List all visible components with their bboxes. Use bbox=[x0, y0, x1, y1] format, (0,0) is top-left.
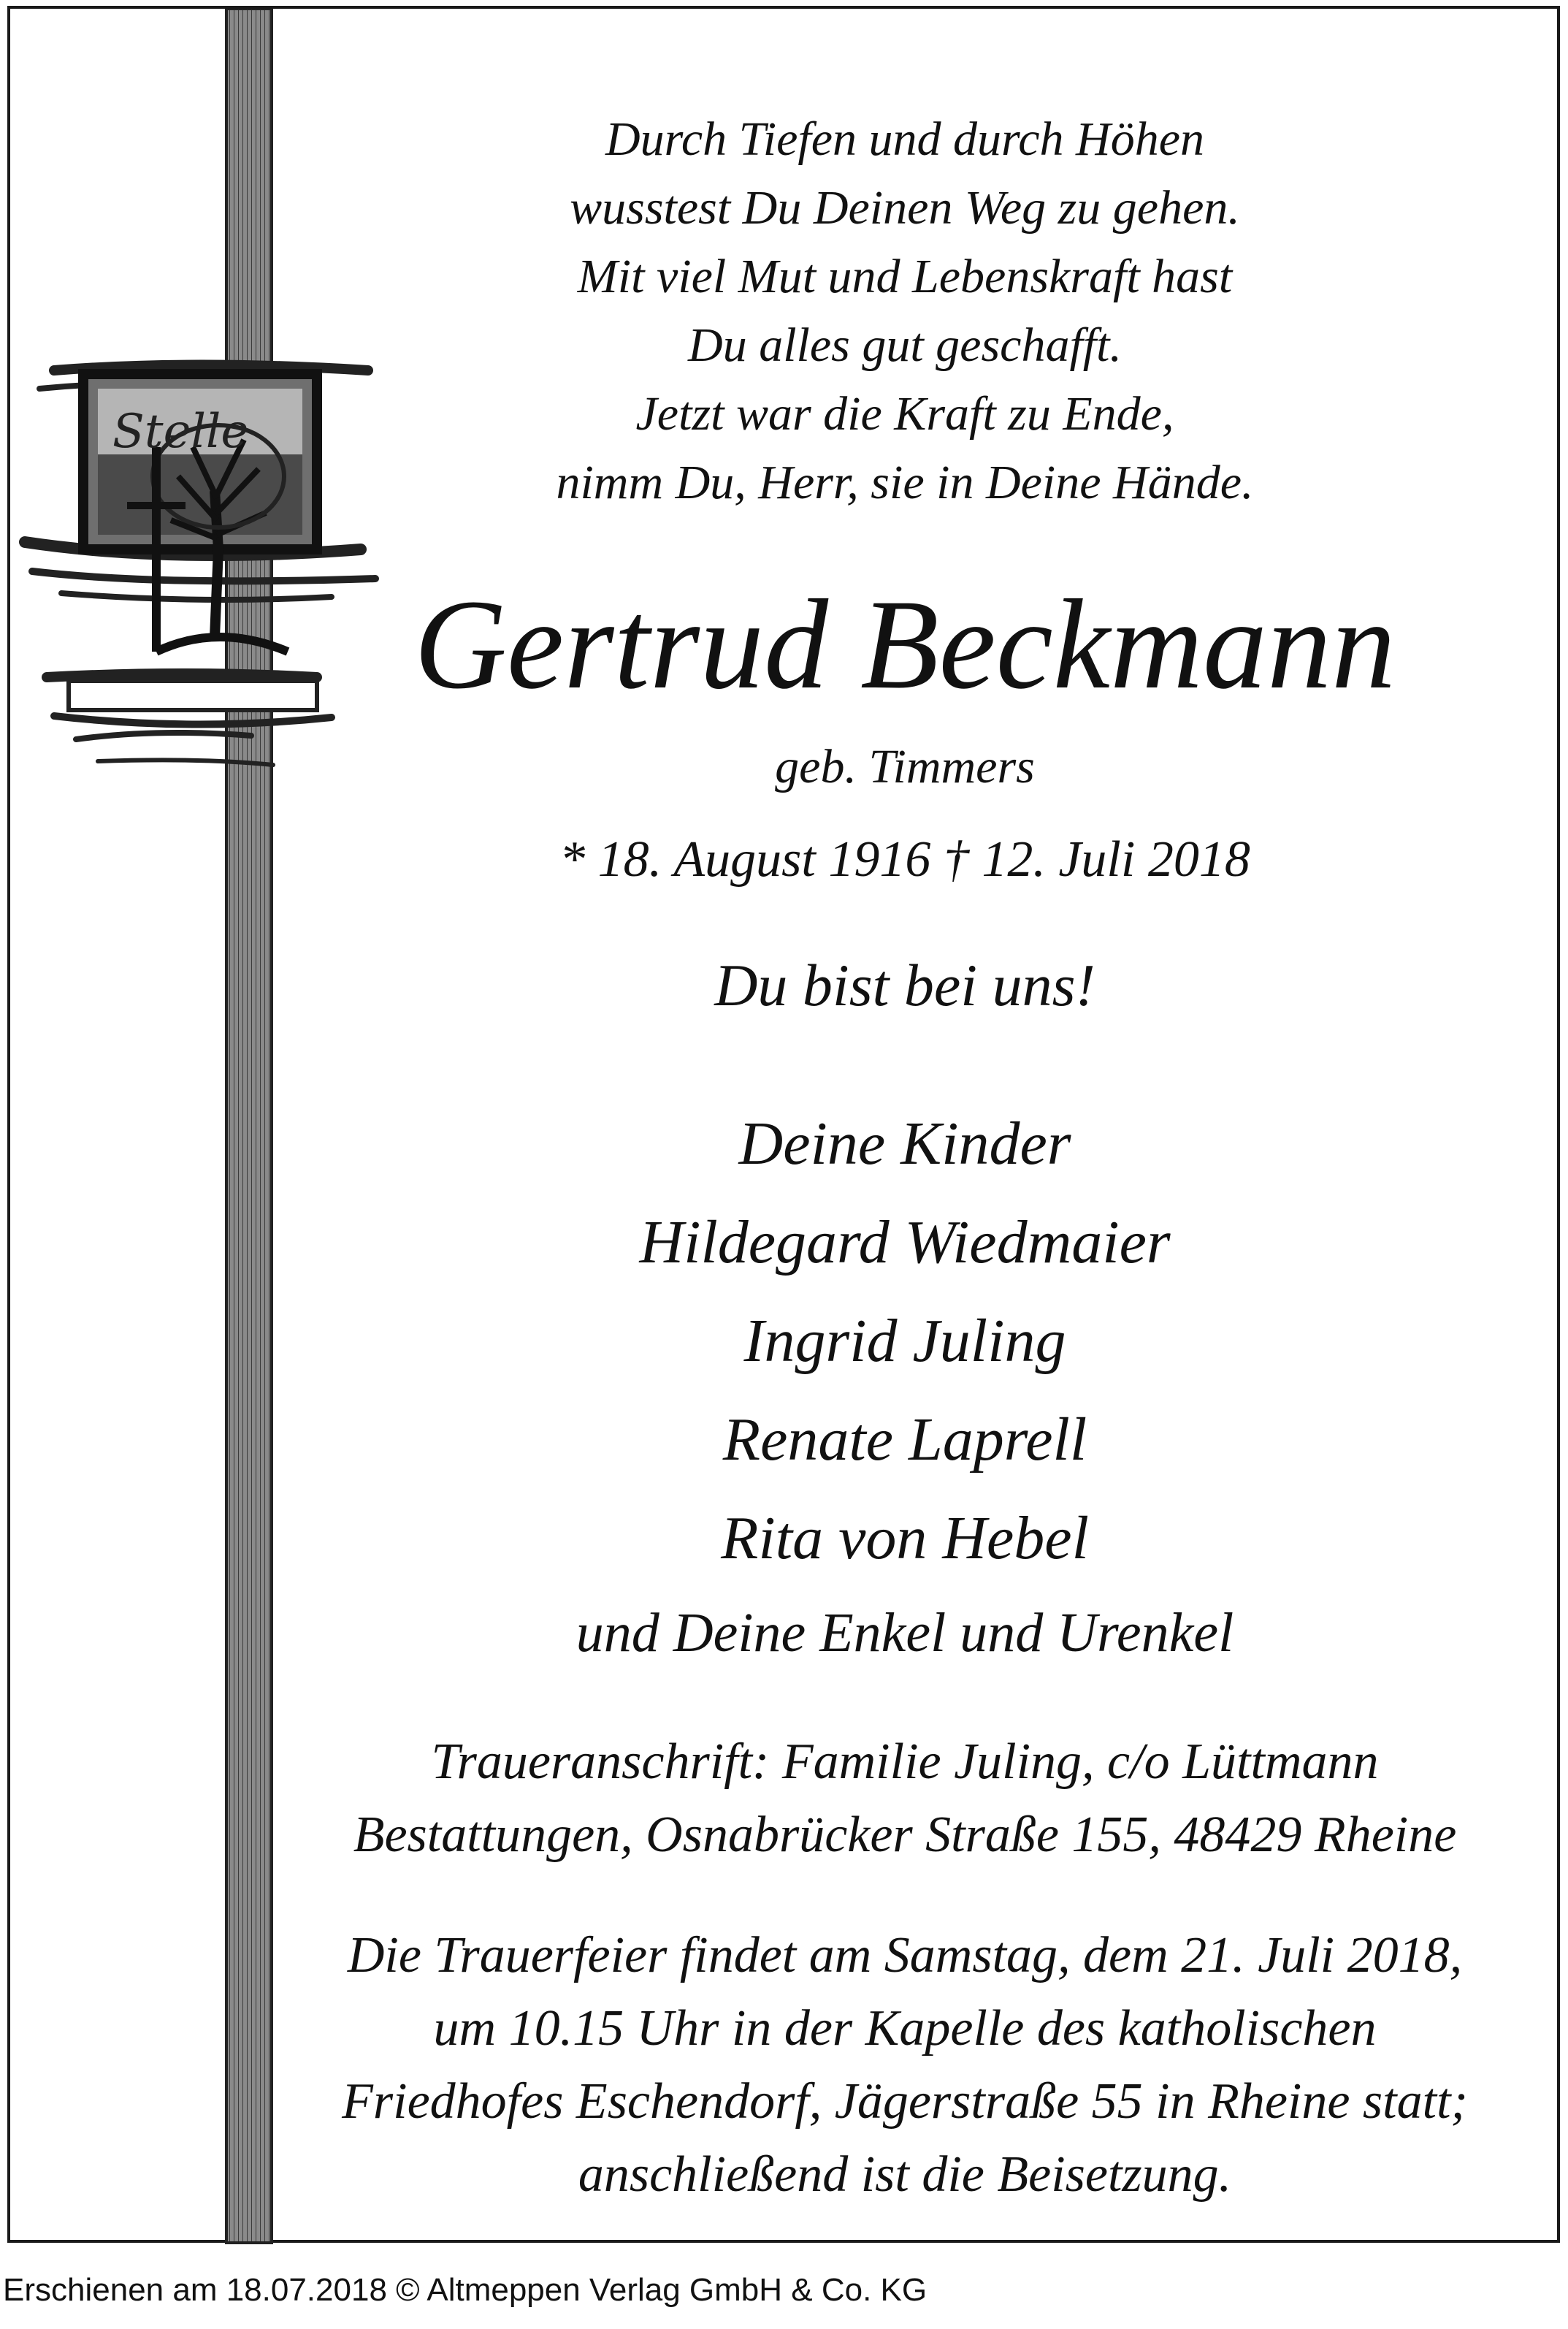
family-heading: Deine Kinder bbox=[738, 1110, 1071, 1178]
child-3: Renate Laprell bbox=[722, 1406, 1087, 1474]
ceremony-line-4: anschließend ist die Beisetzung. bbox=[578, 2146, 1232, 2203]
poem-line-1: Durch Tiefen und durch Höhen bbox=[605, 113, 1204, 166]
svg-text:Stelle: Stelle bbox=[112, 405, 249, 459]
poem-line-5: Jetzt war die Kraft zu Ende, bbox=[635, 387, 1174, 441]
grandchildren: und Deine Enkel und Urenkel bbox=[575, 1602, 1234, 1663]
ceremony-line-2: um 10.15 Uhr in der Kapelle des katholischen bbox=[433, 2000, 1377, 2057]
ceremony-line-1: Die Trauerfeier findet am Samstag, dem 21. Juli 2018, bbox=[347, 1927, 1463, 1983]
publication-footer: Erschienen am 18.07.2018 © Altmeppen Verlag GmbH & Co. KG bbox=[3, 2272, 928, 2308]
poem-line-4: Du alles gut geschafft. bbox=[688, 319, 1122, 372]
poem-line-6: nimm Du, Herr, sie in Deine Hände. bbox=[556, 456, 1254, 509]
pillar-shape bbox=[226, 9, 272, 2243]
birth-name: geb. Timmers bbox=[775, 740, 1035, 793]
motto: Du bist bei uns! bbox=[714, 952, 1095, 1018]
address-line-1: Traueranschrift: Familie Juling, c/o Lüttmann bbox=[431, 1734, 1379, 1790]
child-1: Hildegard Wiedmaier bbox=[639, 1208, 1171, 1276]
ceremony-line-3: Friedhofes Eschendorf, Jägerstraße 55 in Rheine statt; bbox=[342, 2073, 1468, 2130]
address-line-2: Bestattungen, Osnabrücker Straße 155, 48429 Rheine bbox=[353, 1807, 1457, 1863]
obituary-frame bbox=[7, 6, 1560, 2243]
poem-line-3: Mit viel Mut und Lebenskraft hast bbox=[577, 250, 1233, 303]
child-4: Rita von Hebel bbox=[721, 1504, 1089, 1572]
child-2: Ingrid Juling bbox=[743, 1307, 1066, 1375]
life-dates: * 18. August 1916 † 12. Juli 2018 bbox=[559, 831, 1250, 888]
deceased-name: Gertrud Beckmann bbox=[413, 573, 1396, 716]
poem-line-2: wusstest Du Deinen Weg zu gehen. bbox=[570, 181, 1240, 235]
